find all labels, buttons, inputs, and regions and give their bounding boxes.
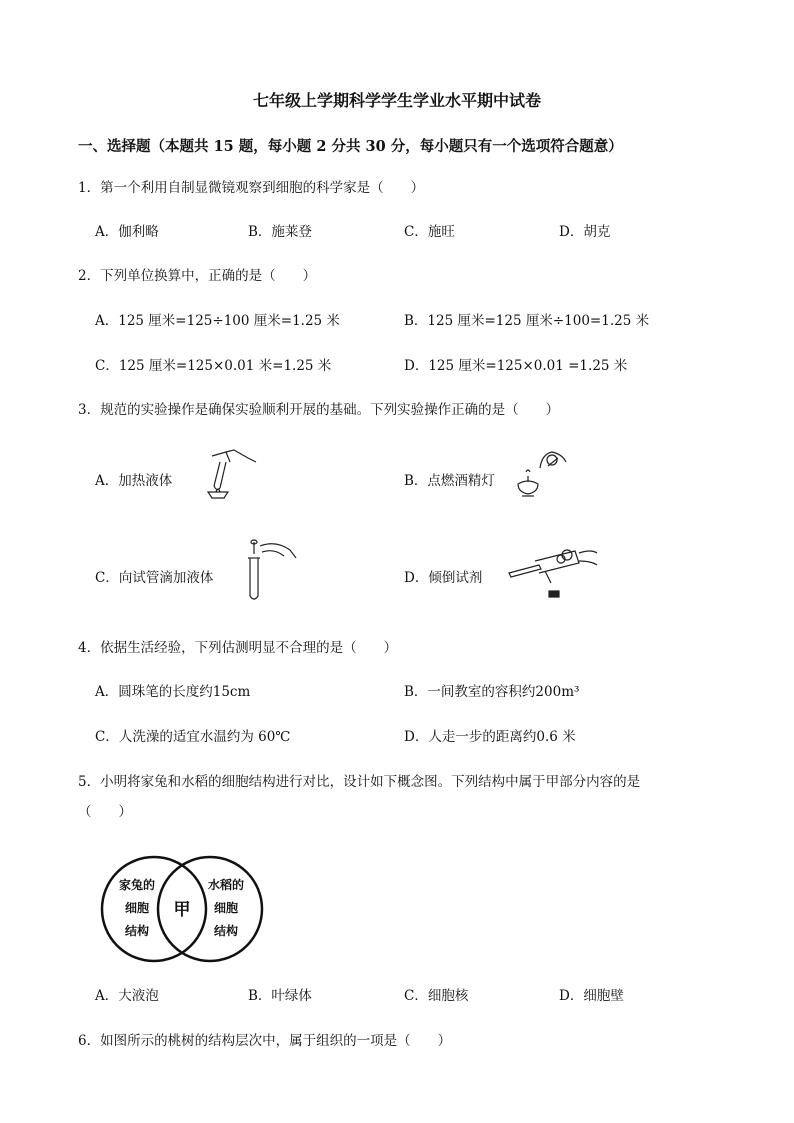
venn-diagram: [98, 860, 268, 960]
venn-center-label: 甲: [173, 900, 191, 920]
dropping-liquid-illustration: [240, 538, 300, 603]
q5-option-d: D．细胞壁: [559, 988, 624, 1004]
q4-option-d: D．人走一步的距离约0.6 米: [404, 729, 576, 745]
q1-option-d: D．胡克: [559, 224, 611, 240]
venn-left-line3: 结构: [124, 924, 150, 938]
venn-right-line2: 细胞: [213, 901, 239, 915]
q4-option-a: A．圆珠笔的长度约15cm: [95, 684, 251, 700]
venn-left-line2: 细胞: [124, 901, 150, 915]
venn-left-line1: 家兔的: [118, 878, 156, 892]
venn-right-line1: 水稻的: [207, 878, 245, 892]
q2-option-a: A．125 厘米=125÷100 厘米=1.25 米: [95, 313, 340, 329]
question-4-stem: 4．依据生活经验，下列估测明显不合理的是（ ）: [78, 640, 398, 656]
venn-right-line3: 结构: [213, 924, 239, 938]
lighting-alcohol-lamp-illustration: [512, 448, 572, 503]
q3-option-d: D．倾倒试剂: [404, 570, 483, 586]
q1-option-b: B．施莱登: [248, 224, 312, 240]
q1-option-a: A．伽利略: [95, 224, 159, 240]
question-2-stem: 2．下列单位换算中，正确的是（ ）: [78, 268, 317, 284]
question-5-stem-line2: （ ）: [78, 804, 132, 820]
question-1-stem: 1．第一个利用自制显微镜观察到细胞的科学家是（ ）: [78, 180, 425, 196]
q5-option-c: C．细胞核: [404, 988, 469, 1004]
heating-liquid-illustration: [200, 448, 260, 503]
q3-option-a: A．加热液体: [95, 473, 173, 489]
q4-option-c: C．人洗澡的适宜水温约为 60℃: [95, 729, 291, 745]
page-title: 七年级上学期科学学生学业水平期中试卷: [252, 91, 541, 110]
pouring-reagent-illustration: [505, 545, 600, 605]
q4-option-b: B．一间教室的容积约200m³: [404, 684, 580, 700]
q2-option-b: B．125 厘米=125 厘米÷100=1.25 米: [404, 313, 650, 329]
q1-option-c: C．施旺: [404, 224, 455, 240]
section-heading: 一、选择题（本题共 15 题，每小题 2 分共 30 分，每小题只有一个选项符合题意）: [78, 138, 623, 155]
q3-option-c: C．向试管滴加液体: [95, 570, 214, 586]
q3-option-b: B．点燃酒精灯: [404, 473, 495, 489]
q2-option-d: D．125 厘米=125×0.01 =1.25 米: [404, 358, 628, 374]
q5-option-b: B．叶绿体: [248, 988, 312, 1004]
question-3-stem: 3．规范的实验操作是确保实验顺利开展的基础。下列实验操作正确的是（ ）: [78, 402, 560, 418]
q2-option-c: C．125 厘米=125×0.01 米=1.25 米: [95, 358, 332, 374]
question-6-stem: 6．如图所示的桃树的结构层次中，属于组织的一项是（ ）: [78, 1033, 452, 1049]
q5-option-a: A．大液泡: [95, 988, 159, 1004]
question-5-stem: 5．小明将家兔和水稻的细胞结构进行对比，设计如下概念图。下列结构中属于甲部分内容的是: [78, 774, 641, 790]
